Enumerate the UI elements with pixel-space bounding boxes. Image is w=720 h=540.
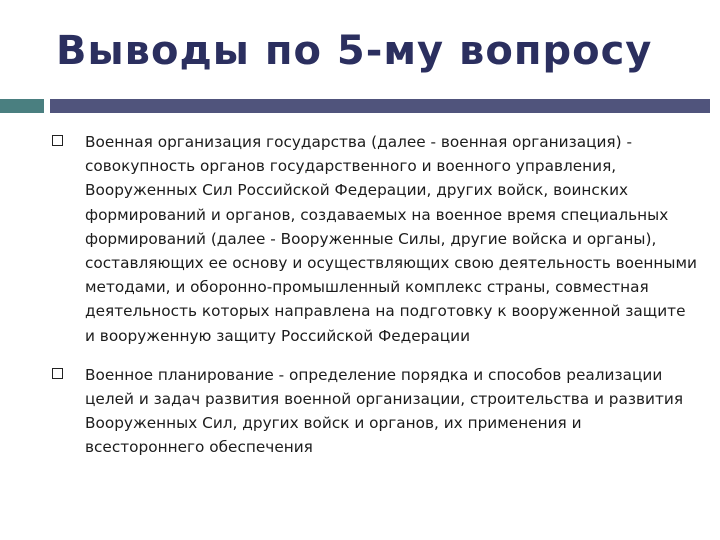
bullet-item-military-organization [48, 130, 698, 348]
title-rule [50, 99, 710, 113]
square-bullet-icon [52, 368, 63, 379]
bullet-text [85, 130, 698, 348]
bullet-definition: - определение порядка и способов реализации целей и задач развития военной организации, строительства и развития Вооруженных Сил, других войск и органов, их применения и всестороннего обеспечения [85, 365, 684, 457]
title-rule-accent [0, 99, 44, 113]
bullet-term: Военное планирование [85, 365, 274, 384]
bullet-term: Военная организация государства [85, 133, 367, 151]
bullet-item-military-planning [48, 363, 698, 460]
bullet-list [48, 130, 698, 475]
slide-title: Выводы по 5-му вопросу [56, 28, 653, 74]
bullet-text [85, 363, 698, 460]
square-bullet-icon [52, 135, 63, 146]
bullet-definition: (далее - военная организация) - совокупность органов государственного и военного управления, Вооруженных Сил Российской Федерации, других войск, воинских формирований и органов, создаваемых на военное время специальных формирований (далее - Вооруженные Силы, другие войска и органы), составляющих ее основу и осуществляющих свою деятельность военными методами, и оборонно-промышленный комплекс страны, совместная деятельность которых направлена на подготовку к вооруженной защите и вооруженную защиту Российской Федерации [85, 133, 697, 345]
